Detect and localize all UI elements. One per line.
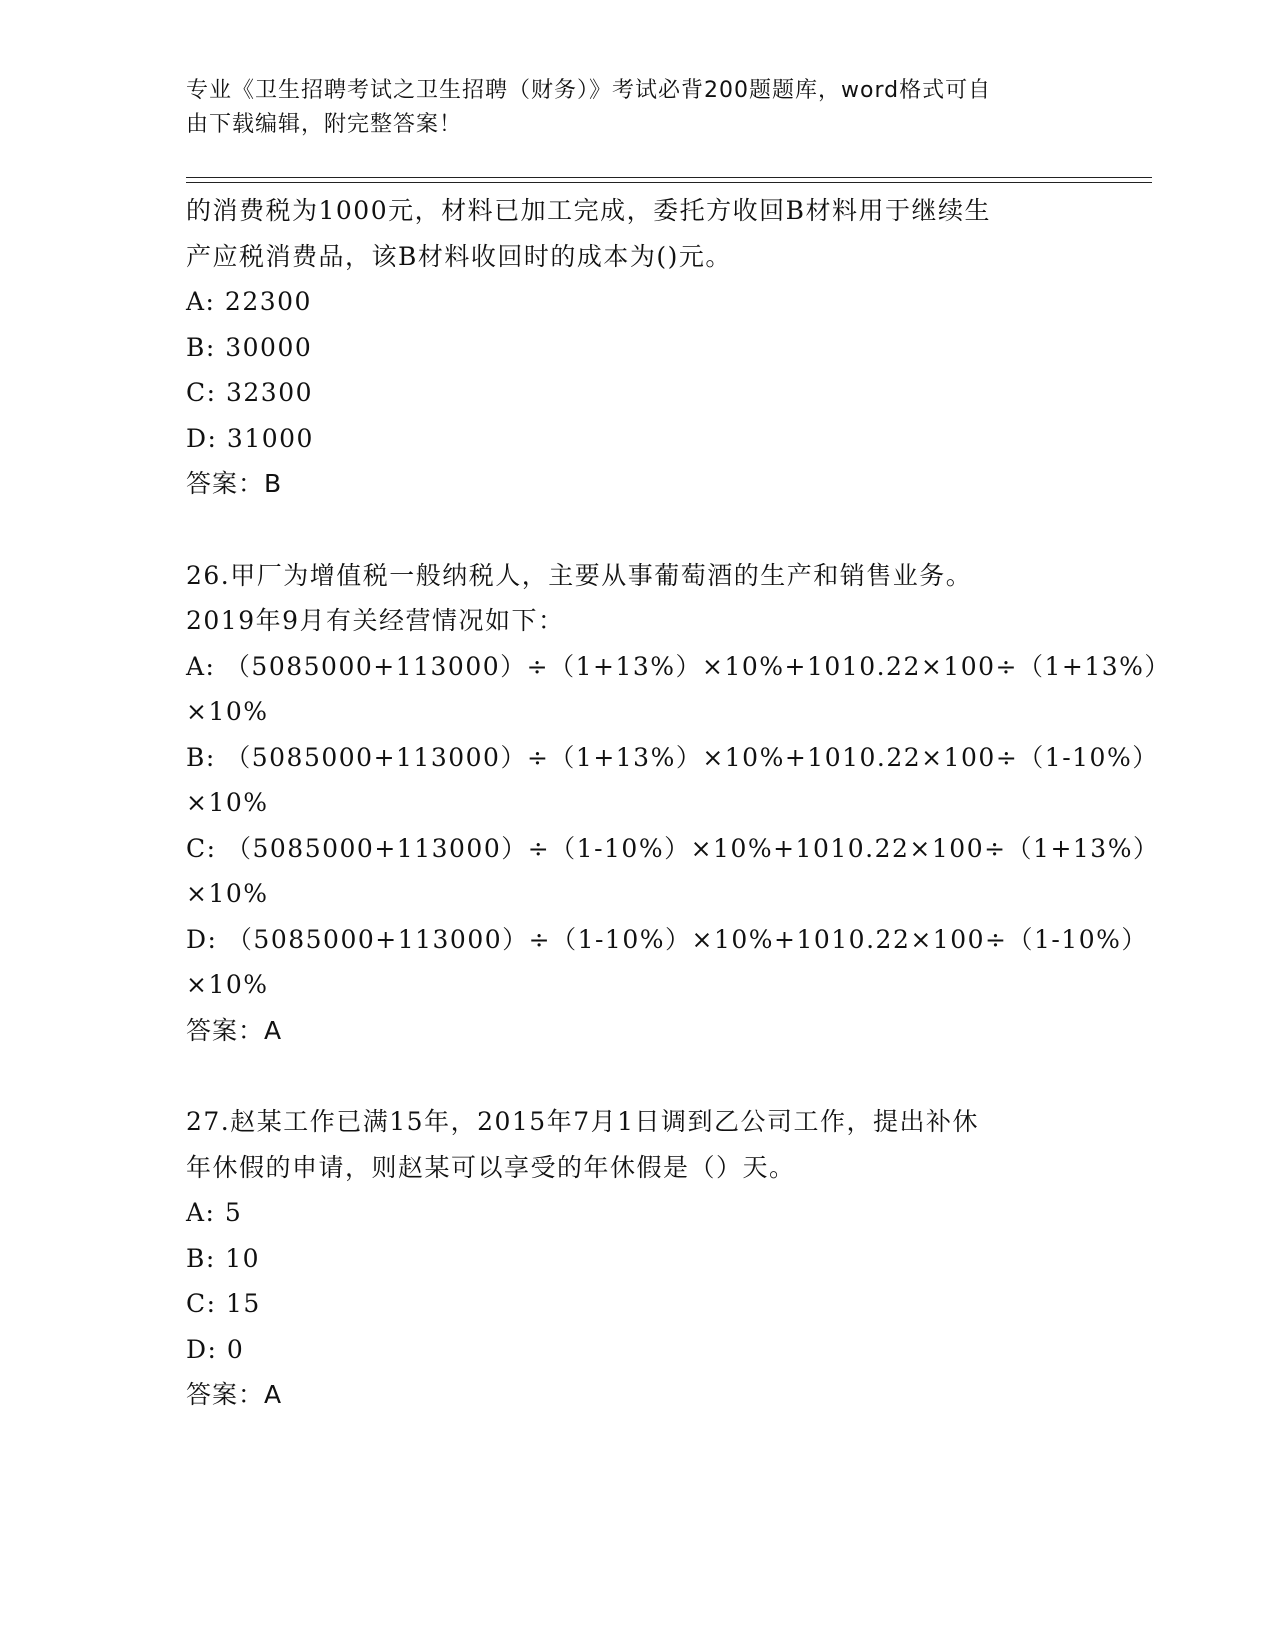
question-26 xyxy=(186,553,1171,1054)
option-b-continued: ×10% xyxy=(186,788,269,817)
option-d: D: （5085000+113000）÷（1-10%）×10%+1010.22×100÷（1-10%） xyxy=(186,924,1148,954)
question-stem-line: 27.赵某工作已满15年，2015年7月1日调到乙公司工作，提出补休 xyxy=(186,1107,980,1136)
question-stem-line: 年休假的申请，则赵某可以享受的年休假是（）天。 xyxy=(186,1152,796,1182)
option-d-continued: ×10% xyxy=(186,970,269,999)
spacer xyxy=(186,507,1086,553)
question-list xyxy=(186,188,1171,1418)
option-c-continued: ×10% xyxy=(186,879,269,908)
question-stem-line: 产应税消费品，该B材料收回时的成本为()元。 xyxy=(186,241,732,271)
option-a: A: 5 xyxy=(186,1198,243,1227)
option-a: A: 22300 xyxy=(186,287,312,316)
option-c: C: 15 xyxy=(186,1289,261,1318)
answer-line: 答案：A xyxy=(186,1015,283,1045)
option-c: C: 32300 xyxy=(186,378,314,407)
option-c: C: （5085000+113000）÷（1-10%）×10%+1010.22×100÷（1+13%） xyxy=(186,833,1160,863)
header-line-1: 专业《卫生招聘考试之卫生招聘（财务）》考试必背200题题库，word格式可自 xyxy=(186,78,992,103)
question-stem-line: 的消费税为1000元，材料已加工完成，委托方收回B材料用于继续生 xyxy=(186,196,991,225)
header-line-2: 由下载编辑，附完整答案！ xyxy=(186,112,463,137)
option-d: D: 0 xyxy=(186,1334,245,1364)
question-stem-line: 2019年9月有关经营情况如下： xyxy=(186,606,565,635)
option-a: A: （5085000+113000）÷（1+13%）×10%+1010.22×100÷（1+13%） xyxy=(186,651,1171,681)
option-d: D: 31000 xyxy=(186,423,314,453)
option-b: B: 10 xyxy=(186,1243,261,1273)
spacer xyxy=(186,1053,1086,1099)
question-25 xyxy=(186,188,1086,507)
header-rule-top xyxy=(186,177,1152,178)
document-header xyxy=(186,74,1066,142)
option-a-continued: ×10% xyxy=(186,697,269,726)
question-stem-line: 26.甲厂为增值税一般纳税人，主要从事葡萄酒的生产和销售业务。 xyxy=(186,560,973,590)
answer-line: 答案：B xyxy=(186,469,283,498)
answer-line: 答案：A xyxy=(186,1380,283,1409)
option-b: B: （5085000+113000）÷（1+13%）×10%+1010.22×100÷（1-10%） xyxy=(186,742,1159,772)
option-b: B: 30000 xyxy=(186,332,313,362)
header-rule-bottom xyxy=(186,182,1152,183)
question-27 xyxy=(186,1099,1086,1418)
